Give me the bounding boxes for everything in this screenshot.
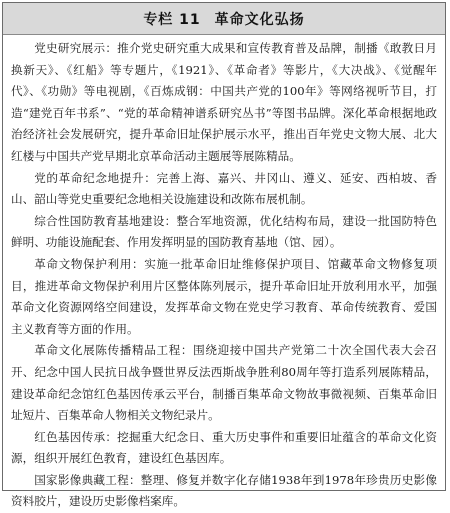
paragraph-national-image-archive: 国家影像典藏工程：整理、修复并数字化存储1938年到1978年珍贵历史影像资料胶片，建设历史影像档案库。 xyxy=(11,472,437,509)
paragraph-national-defense-education: 综合性国防教育基地建设：整合军地资源，优化结构布局，建设一批国防特色鲜明、功能设施配套、作用发挥明显的国防教育基地（馆、园）。 xyxy=(11,213,437,250)
column-title: 革命文化弘扬 xyxy=(214,11,305,28)
column-box xyxy=(2,2,446,509)
column-body xyxy=(3,35,445,513)
column-header xyxy=(3,3,445,35)
paragraph-revolutionary-relics: 革命文物保护利用：实施一批革命旧址维修保护项目、馆藏革命文物修复项目，推进革命文物保护利用片区整体陈列展示，提升革命旧址开放利用水平，加强革命文化资源网络空间建设，发挥革命文物在党史学习教育、革命传统教育、爱国主义教育等方面的作用。 xyxy=(11,256,437,336)
paragraph-party-history-research: 党史研究展示：推介党史研究重大成果和宣传教育普及品牌，制播《敢教日月换新天》、《红船》等专题片，《1921》、《革命者》等影片，《大决战》、《觉醒年代》、《功勋》等电视剧，《百炼成钢：中国共产党的100年》等网络视听节目，打造“建党百年书系”、“党的革命精神谱系研究丛书”等图书品牌。深化革命根据地政治经济社会发展研究，提升革命旧址保护展示水平，推出百年党史文物大展、北大红楼与中国共产党早期北京革命活动主题展等展陈精品。 xyxy=(11,41,437,163)
paragraph-exhibition-project: 革命文化展陈传播精品工程：围绕迎接中国共产党第二十次全国代表大会召开、纪念中国人民抗日战争暨世界反法西斯战争胜利80周年等打造系列展陈精品，建设革命纪念馆红色基因传承云平台，制播百集革命文物故事微视频、百集革命旧址短片、百集革命人物相关文物纪录片。 xyxy=(11,343,437,423)
paragraph-red-gene: 红色基因传承：挖掘重大纪念日、重大历史事件和重要旧址蕴含的革命文化资源，组织开展红色教育，建设红色基因库。 xyxy=(11,429,437,466)
column-number: 专栏 11 xyxy=(143,11,201,28)
paragraph-memorial-sites: 党的革命纪念地提升：完善上海、嘉兴、井冈山、遵义、延安、西柏坡、香山、韶山等党史重要纪念地相关设施建设和改陈布展机制。 xyxy=(11,170,437,207)
